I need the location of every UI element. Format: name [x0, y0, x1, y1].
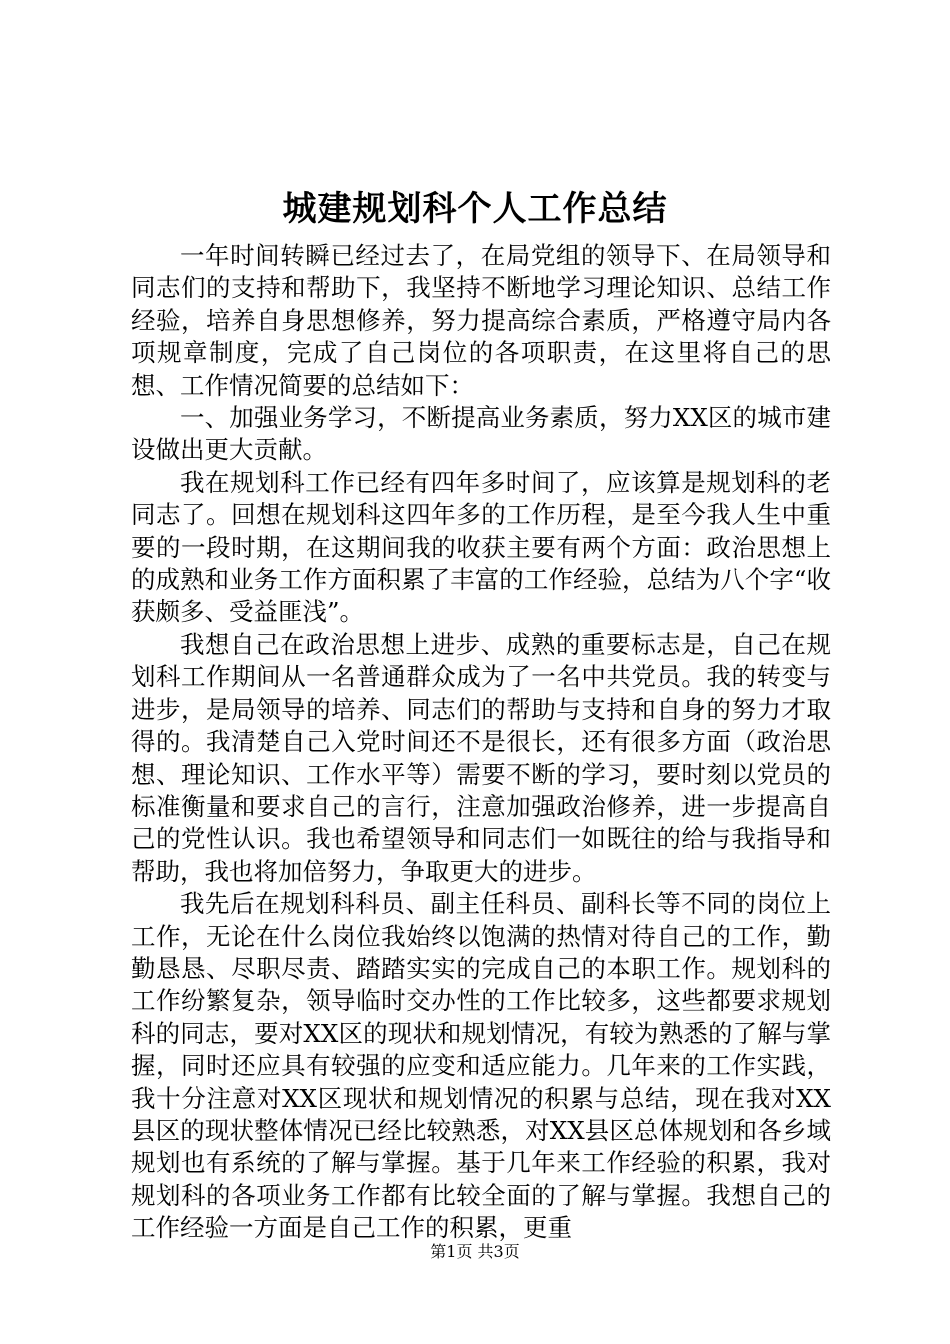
paragraph-intro: 一年时间转瞬已经过去了，在局党组的领导下、在局领导和同志们的支持和帮助下，我坚持不断地学习理论知识、总结工作经验，培养自身思想修养，努力提高综合素质，严格遵守局内各项规章制度，完成了自己岗位的各项职责，在这里将自己的思想、工作情况简要的总结如下： [131, 241, 831, 400]
document-body [131, 240, 831, 1245]
page-number-footer: 第1页 共3页 [430, 1242, 520, 1261]
paragraph-work-practice: 我先后在规划科科员、副主任科员、副科长等不同的岗位上工作，无论在什么岗位我始终以饱满的热情对待自己的工作，勤勤恳恳、尽职尽责、踏踏实实的完成自己的本职工作。规划科的工作纷繁复杂，领导临时交办性的工作比较多，这些都要求规划科的同志，要对XX区的现状和规划情况，有较为熟悉的了解与掌握，同时还应具有较强的应变和适应能力。几年来的工作实践，我十分注意对XX区现状和规划情况的积累与总结，现在我对XX县区的现状整体情况已经比较熟悉，对XX县区总体规划和各乡域规划也有系统的了解与掌握。基于几年来工作经验的积累，我对规划科的各项业务工作都有比较全面的了解与掌握。我想自己的工作经验一方面是自己工作的积累，更重 [131, 889, 831, 1243]
paragraph-experience: 我在规划科工作已经有四年多时间了，应该算是规划科的老同志了。回想在规划科这四年多的工作历程，是至今我人生中重要的一段时期，在这期间我的收获主要有两个方面：政治思想上的成熟和业务工作方面积累了丰富的工作经验，总结为八个字“收获颇多、受益匪浅”。 [131, 467, 831, 627]
paragraph-political-growth: 我想自己在政治思想上进步、成熟的重要标志是，自己在规划科工作期间从一名普通群众成为了一名中共党员。我的转变与进步，是局领导的培养、同志们的帮助与支持和自身的努力才取得的。我清楚自己入党时间还不是很长，还有很多方面（政治思想、理论知识、工作水平等）需要不断的学习，要时刻以党员的标准衡量和要求自己的言行，注意加强政治修养，进一步提高自己的党性认识。我也希望领导和同志们一如既往的给与我指导和帮助，我也将加倍努力，争取更大的进步。 [131, 629, 831, 886]
document-title: 城建规划科个人工作总结 [282, 189, 668, 229]
paragraph-section-heading: 一、加强业务学习，不断提高业务素质，努力XX区的城市建设做出更大贡献。 [131, 403, 831, 465]
